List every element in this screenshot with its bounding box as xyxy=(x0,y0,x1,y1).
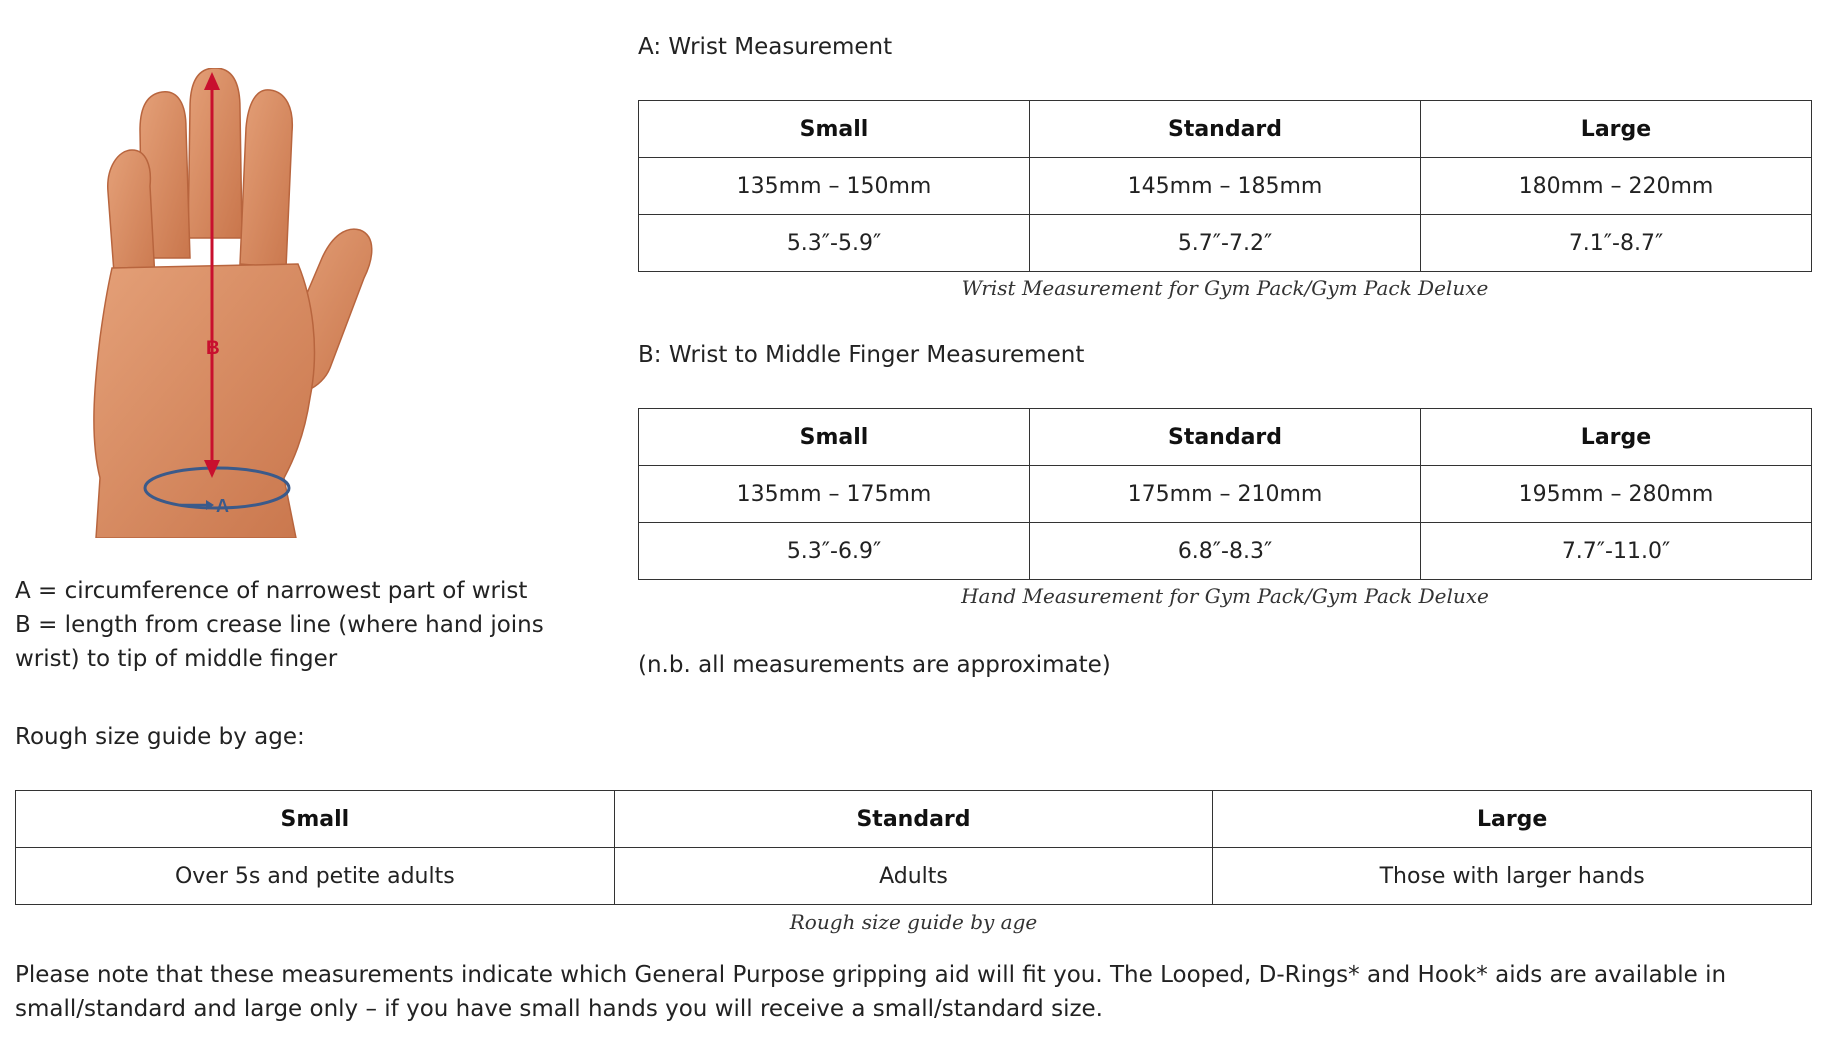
table-cell: 180mm – 220mm xyxy=(1421,158,1812,215)
header-standard: Standard xyxy=(614,791,1213,848)
header-standard: Standard xyxy=(1030,409,1421,466)
legend-b: B = length from crease line (where hand joins wrist) to tip of middle finger xyxy=(15,612,544,672)
hand-section-title: B: Wrist to Middle Finger Measurement xyxy=(638,342,1085,368)
measurement-legend xyxy=(15,574,595,676)
hand-measurement-table xyxy=(638,408,1812,580)
legend-a: A = circumference of narrowest part of wrist xyxy=(15,578,528,604)
wrist-measurement-table xyxy=(638,100,1812,272)
table-header-row xyxy=(639,409,1812,466)
wrist-table-caption: Wrist Measurement for Gym Pack/Gym Pack Deluxe xyxy=(961,276,1489,300)
header-large: Large xyxy=(1421,101,1812,158)
header-standard: Standard xyxy=(1030,101,1421,158)
table-cell: 6.8″-8.3″ xyxy=(1030,523,1421,580)
header-large: Large xyxy=(1213,791,1812,848)
header-small: Small xyxy=(16,791,615,848)
hand-table-caption: Hand Measurement for Gym Pack/Gym Pack Deluxe xyxy=(961,584,1489,608)
label-b: B xyxy=(206,338,220,359)
table-cell: Over 5s and petite adults xyxy=(16,848,615,905)
header-large: Large xyxy=(1421,409,1812,466)
table-row xyxy=(639,158,1812,215)
table-row xyxy=(16,848,1812,905)
table-cell: 7.1″-8.7″ xyxy=(1421,215,1812,272)
table-cell: 135mm – 150mm xyxy=(639,158,1030,215)
table-cell: Those with larger hands xyxy=(1213,848,1812,905)
table-cell: 175mm – 210mm xyxy=(1030,466,1421,523)
table-row xyxy=(639,215,1812,272)
hand-illustration xyxy=(60,68,390,538)
age-section-title: Rough size guide by age: xyxy=(15,724,305,750)
table-cell: 5.3″-6.9″ xyxy=(639,523,1030,580)
age-table-caption: Rough size guide by age xyxy=(789,910,1038,934)
footer-note: Please note that these measurements indicate which General Purpose gripping aid will fit you. The Looped, D-Rings* and Hook* aids are available in small/standard and large only – if you have small hands you will receive a small/standard size. xyxy=(15,962,1727,1022)
table-header-row xyxy=(639,101,1812,158)
table-cell: 7.7″-11.0″ xyxy=(1421,523,1812,580)
table-row xyxy=(639,523,1812,580)
header-small: Small xyxy=(639,101,1030,158)
approximate-note: (n.b. all measurements are approximate) xyxy=(638,652,1111,678)
table-cell: 5.7″-7.2″ xyxy=(1030,215,1421,272)
wrist-section-title: A: Wrist Measurement xyxy=(638,34,893,60)
table-cell: 195mm – 280mm xyxy=(1421,466,1812,523)
header-small: Small xyxy=(639,409,1030,466)
table-cell: 145mm – 185mm xyxy=(1030,158,1421,215)
table-cell: 135mm – 175mm xyxy=(639,466,1030,523)
age-guide-table xyxy=(15,790,1812,905)
table-row xyxy=(639,466,1812,523)
table-cell: 5.3″-5.9″ xyxy=(639,215,1030,272)
hand-measurement-figure xyxy=(60,68,390,538)
label-a: A xyxy=(216,496,229,516)
table-cell: Adults xyxy=(614,848,1213,905)
table-header-row xyxy=(16,791,1812,848)
